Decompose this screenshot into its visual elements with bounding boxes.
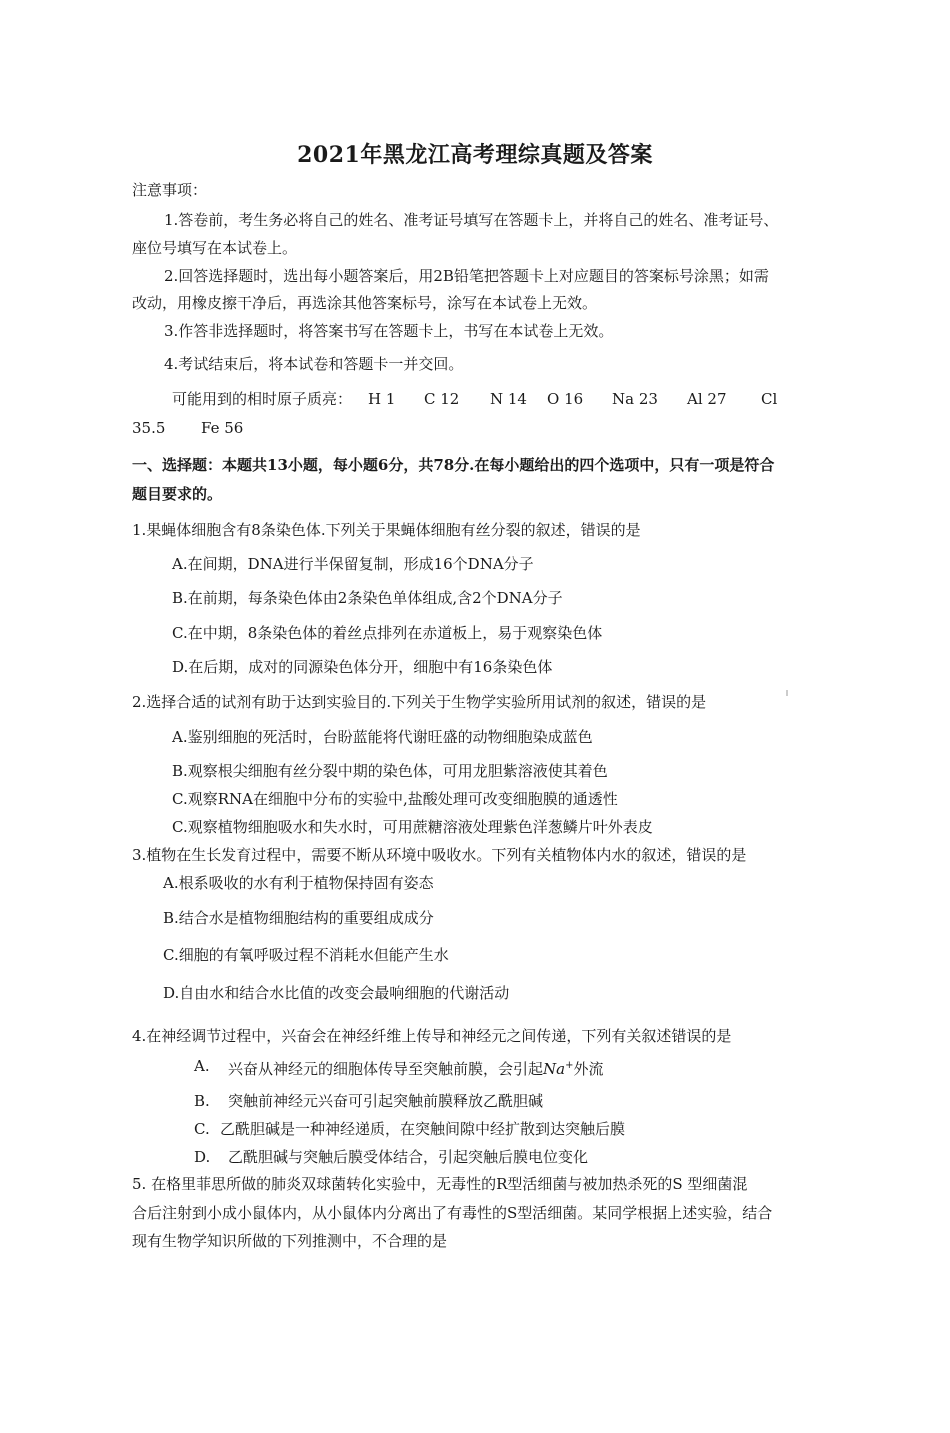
page-title: 2021年黑龙江高考理综真题及答案 xyxy=(297,142,653,168)
mass-na: Na 23 xyxy=(612,390,658,408)
question-1-stem: 1.果蝇体细胞含有8条染色体.下列关于果蝇体细胞有丝分裂的叙述，错误的是 xyxy=(132,521,641,539)
question-1-option-b: B.在前期，每条染色体由2条染色单体组成,含2个DNA分子 xyxy=(172,589,563,607)
question-4-option-d-label: D. xyxy=(194,1148,211,1166)
mass-al: Al 27 xyxy=(687,390,727,408)
section-heading-cont: 题目要求的。 xyxy=(132,485,223,503)
mass-h: H 1 xyxy=(368,390,396,408)
mass-o: O 16 xyxy=(547,390,584,408)
question-3-option-c: C.细胞的有氧呼吸过程不消耗水但能产生水 xyxy=(163,946,449,964)
question-4-option-c-label: C. xyxy=(194,1120,210,1138)
question-1-option-a: A.在间期，DNA进行半保留复制，形成16个DNA分子 xyxy=(172,555,534,573)
question-2-option-d: C.观察植物细胞吸水和失水时，可用蔗糖溶液处理紫色洋葱鳞片叶外表皮 xyxy=(172,818,653,836)
section-heading: 一、选择题：本题共13小题，每小题6分，共78分.在每小题给出的四个选项中，只有一项是符合 xyxy=(132,456,775,474)
notice-item-4: 4.考试结束后，将本试卷和答题卡一并交回。 xyxy=(164,355,464,373)
question-2-option-a: A.鉴别细胞的死活时，台盼蓝能将代谢旺盛的动物细胞染成蓝色 xyxy=(172,728,593,746)
notice-item-2: 2.回答选择题时，选出每小题答案后，用2B铅笔把答题卡上对应题目的答案标号涂黑；如需 xyxy=(164,267,769,285)
mass-fe: Fe 56 xyxy=(201,419,244,437)
question-4-option-a xyxy=(228,1056,604,1079)
question-5-stem-cont-1: 合后注射到小成小鼠体内，从小鼠体内分离出了有毒性的S型活细菌。某同学根据上述实验，结合 xyxy=(132,1204,773,1222)
notice-item-2-cont: 改动，用橡皮擦干净后，再选涂其他答案标号，涂写在本试卷上无效。 xyxy=(132,294,598,312)
question-2-option-b: B.观察根尖细胞有丝分裂中期的染色体，可用龙胆紫溶液使其着色 xyxy=(172,762,608,780)
notice-item-1: 1.答卷前，考生务必将自己的姓名、准考证号填写在答题卡上，并将自己的姓名、准考证号、 xyxy=(164,211,779,229)
question-3-option-b: B.结合水是植物细胞结构的重要组成成分 xyxy=(163,909,434,927)
question-3-stem: 3.植物在生长发育过程中，需要不断从环境中吸收水。下列有关植物体内水的叙述，错误的是 xyxy=(132,846,747,864)
question-5-stem: 5. 在格里菲思所做的肺炎双球菌转化实验中，无毒性的R型活细菌与被加热杀死的S 型细菌混 xyxy=(132,1175,748,1193)
question-4-option-b: 突触前神经元兴奋可引起突触前膜释放乙酰胆碱 xyxy=(228,1092,544,1110)
sodium-ion: Na+ xyxy=(543,1060,574,1078)
question-4-stem: 4.在神经调节过程中，兴奋会在神经纤维上传导和神经元之间传递，下列有关叙述错误的是 xyxy=(132,1027,732,1045)
mass-n: N 14 xyxy=(490,390,527,408)
question-4-option-d: 乙酰胆碱与突触后膜受体结合，引起突触后膜电位变化 xyxy=(228,1148,589,1166)
notice-heading: 注意事项： xyxy=(132,181,208,199)
question-4-option-c: 乙酰胆碱是一种神经递质，在突触间隙中经扩散到达突触后膜 xyxy=(220,1120,626,1138)
question-4-option-a-label: A. xyxy=(194,1057,210,1075)
question-2-stem: 2.选择合适的试剂有助于达到实验目的.下列关于生物学实验所用试剂的叙述，错误的是 xyxy=(132,693,707,711)
question-4-option-a-tail: 外流 xyxy=(573,1060,604,1078)
scan-mark xyxy=(786,690,788,696)
notice-item-3: 3.作答非选择题时，将答案书写在答题卡上，书写在本试卷上无效。 xyxy=(164,322,614,340)
question-3-option-a: A.根系吸收的水有利于植物保持固有姿态 xyxy=(163,874,434,892)
question-3-option-d: D.自由水和结合水比值的改变会最响细胞的代谢活动 xyxy=(163,984,510,1002)
question-5-stem-cont-2: 现有生物学知识所做的下列推测中，不合理的是 xyxy=(132,1232,448,1250)
mass-c: C 12 xyxy=(424,390,460,408)
question-4-option-b-label: B. xyxy=(194,1092,210,1110)
atomic-mass-label: 可能用到的相时原子质亮： xyxy=(172,390,353,408)
notice-item-1-cont: 座位号填写在本试卷上。 xyxy=(132,239,298,257)
question-1-option-d: D.在后期，成对的同源染色体分开，细胞中有16条染色体 xyxy=(172,658,553,676)
mass-cl-value: 35.5 xyxy=(132,419,166,437)
question-1-option-c: C.在中期，8条染色体的着丝点排列在赤道板上，易于观察染色体 xyxy=(172,624,603,642)
question-2-option-c: C.观察RNA在细胞中分布的实验中,盐酸处理可改变细胞膜的通透性 xyxy=(172,790,618,808)
question-4-option-a-text: 兴奋从神经元的细胞体传导至突触前膜，会引起 xyxy=(228,1060,544,1078)
mass-cl: Cl xyxy=(761,390,778,408)
